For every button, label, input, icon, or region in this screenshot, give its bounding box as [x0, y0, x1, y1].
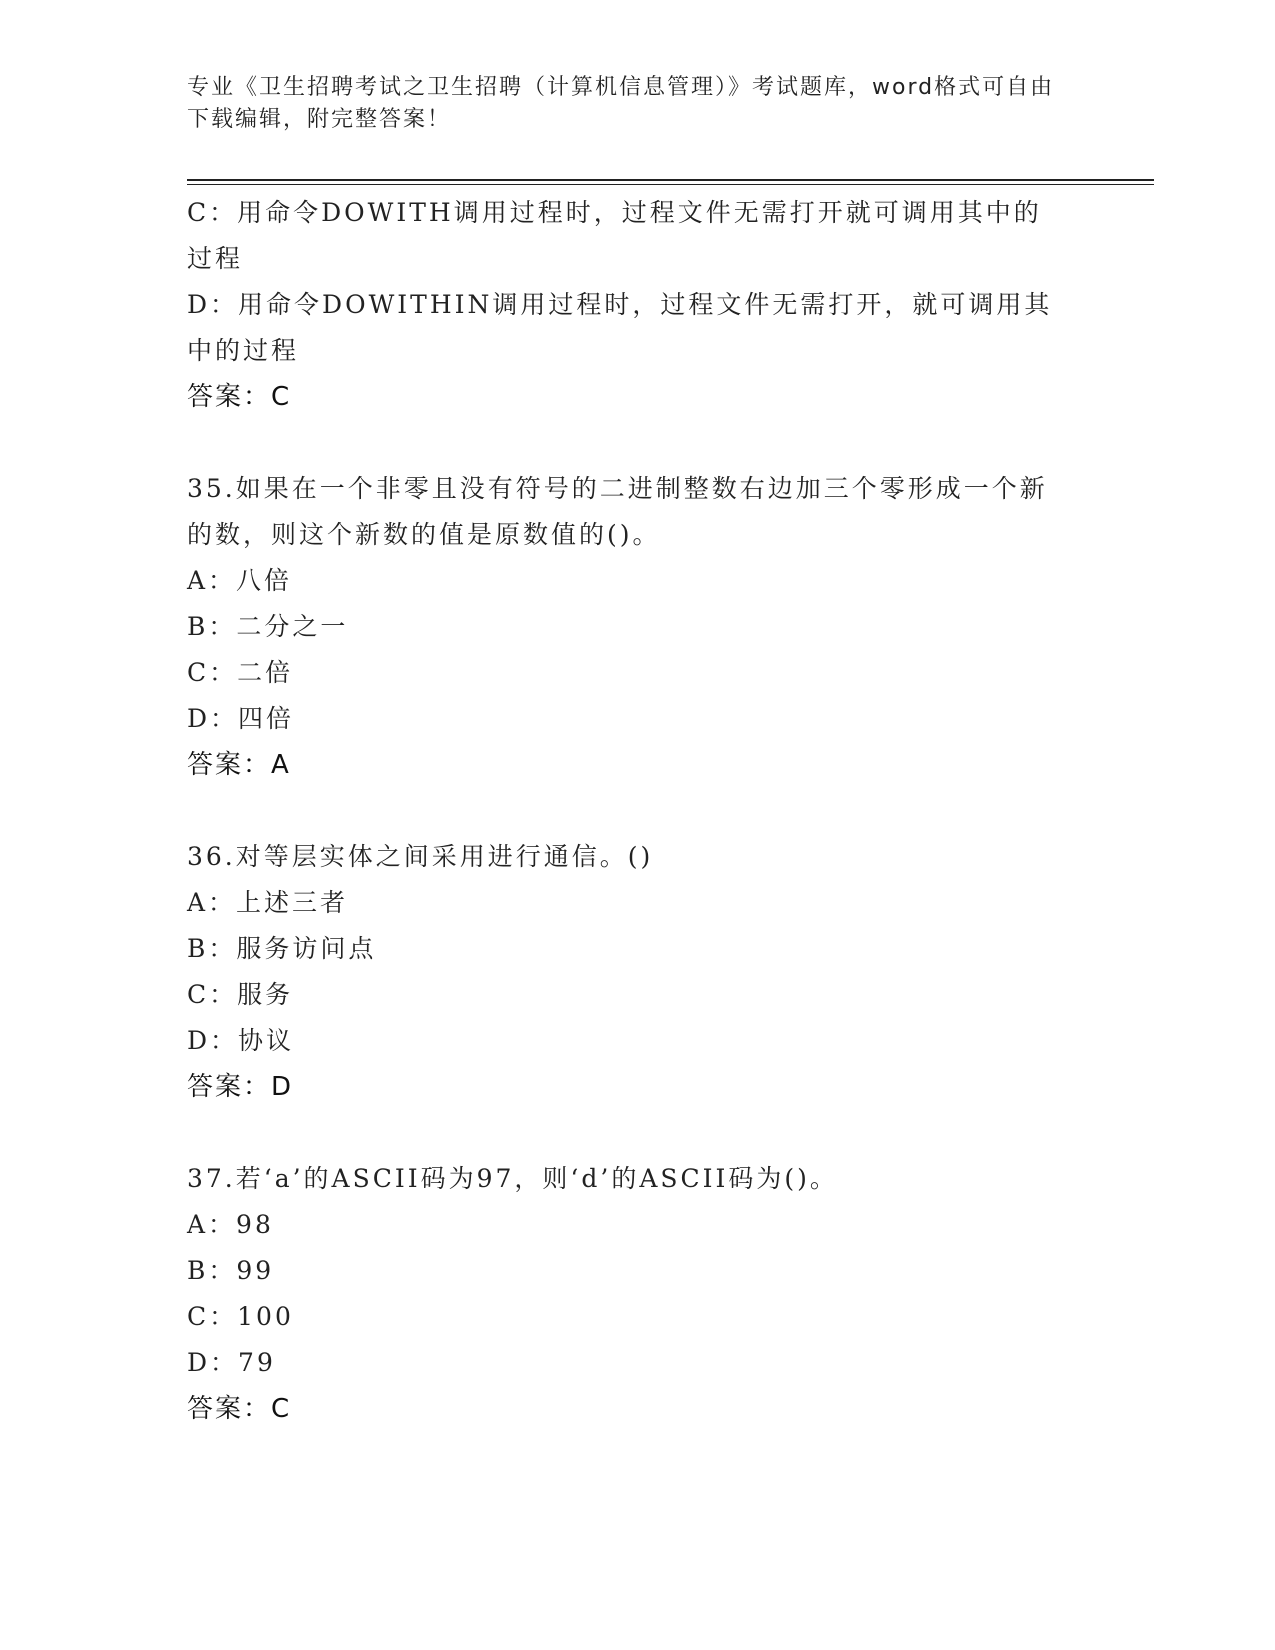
option-a: A：八倍: [187, 566, 293, 595]
question-35: [187, 466, 1067, 788]
option-c: C：用命令DOWITH调用过程时，过程文件无需打开就可调用其中的过程: [187, 198, 1042, 273]
answer: 答案：C: [187, 1394, 292, 1424]
option-d: D：四倍: [187, 704, 295, 733]
option-b: B：服务访问点: [187, 934, 377, 963]
spacer: [187, 420, 1067, 466]
question-list: [187, 190, 1067, 1432]
previous-question-tail: [187, 190, 1067, 420]
question-37: [187, 1156, 1067, 1432]
answer: 答案：A: [187, 750, 291, 780]
option-d: D：用命令DOWITHIN调用过程时，过程文件无需打开，就可调用其中的过程: [187, 290, 1053, 365]
document-header: 专业《卫生招聘考试之卫生招聘（计算机信息管理）》考试题库，word格式可自由下载编辑，附完整答案！: [187, 75, 1055, 132]
question-stem: 37.若‘a’的ASCII码为97，则‘d’的ASCII码为()。: [187, 1164, 838, 1193]
header-rule-thick: [187, 179, 1154, 181]
option-c: C：服务: [187, 980, 294, 1009]
spacer: [187, 788, 1067, 834]
spacer: [187, 1110, 1067, 1156]
question-stem: 35.如果在一个非零且没有符号的二进制整数右边加三个零形成一个新的数，则这个新数的值是原数值的()。: [187, 474, 1048, 549]
header-rule-thin: [187, 184, 1154, 185]
option-b: B：二分之一: [187, 612, 349, 641]
answer: 答案：C: [187, 382, 292, 412]
option-b: B：99: [187, 1256, 275, 1285]
option-d: D：79: [187, 1348, 276, 1377]
question-stem: 36.对等层实体之间采用进行通信。(): [187, 842, 654, 871]
option-d: D：协议: [187, 1026, 295, 1055]
option-a: A：98: [187, 1210, 274, 1239]
option-c: C：二倍: [187, 658, 294, 687]
option-c: C：100: [187, 1302, 294, 1331]
answer: 答案：D: [187, 1072, 294, 1102]
option-a: A：上述三者: [187, 888, 349, 917]
question-36: [187, 834, 1067, 1110]
